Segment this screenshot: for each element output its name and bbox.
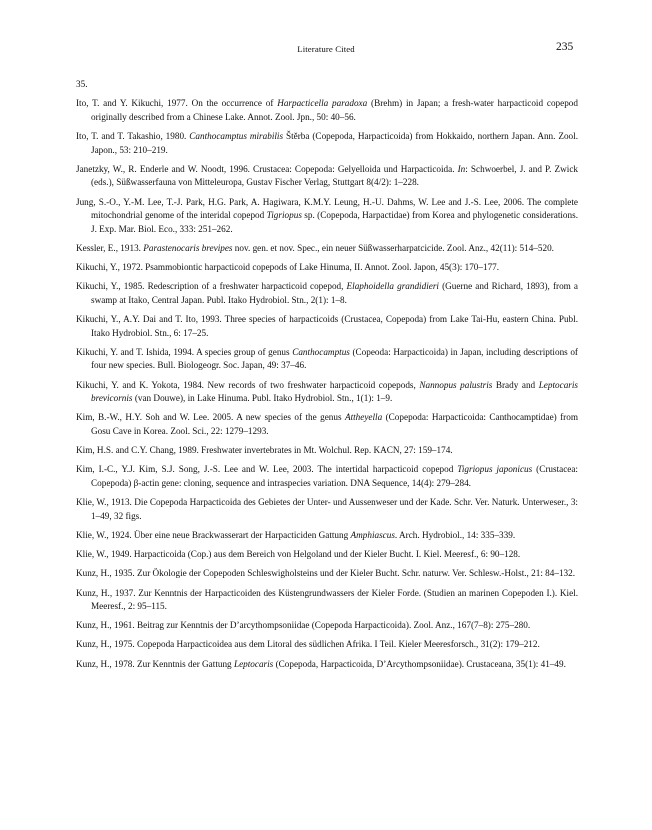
reference-entry: [76, 346, 578, 373]
running-title: Literature Cited: [297, 44, 355, 54]
reference-entry: [76, 567, 578, 581]
taxon-name: Amphiascus: [350, 529, 395, 540]
reference-text: Štěrba (Copepoda, Harpacticoida) from Hokkaido, northern Japan. Ann. Zool. Japon., 53: 210–219.: [91, 130, 579, 155]
reference-entry: [76, 496, 578, 523]
reference-text: (Brehm) in Japan; a fresh-water harpacticoid copepod originally described from a Chinese Lake. Annot. Zool. Jpn., 50: 40–56.: [91, 98, 578, 122]
reference-entry: [76, 587, 578, 614]
reference-text: (Copeoda: Harpacticoida) in Japan, including descriptions of four new species. Bull. Biologeogr. Soc. Japan, 49: 37–46.: [91, 346, 578, 371]
reference-text: : Schwoerbel, J. and P. Zwick (eds.), Süßwasserfauna von Mitteleuropa, Gustav Fischer Verlag, Stuttgart 8(4/2): 1–228.: [91, 163, 578, 188]
reference-entry: [76, 638, 578, 652]
reference-entry: [76, 619, 578, 633]
reference-text: Kunz, H., 1975. Copepoda Harpacticoidea aus dem Litoral des südlichen Afrika. I Teil. Kieler Meeresforsch., 31(2): 179–212.: [76, 639, 540, 650]
reference-text: Kunz, H., 1978. Zur Kenntnis der Gattung: [76, 658, 234, 669]
reference-text: Kikuchi, Y., A.Y. Dai and T. Ito, 1993. Three species of harpacticoids (Crustacea, Copepoda) from Lake Tai-Hu, eastern China. Publ. Itako Hydrobiol. Stn., 6: 17–25.: [76, 314, 578, 338]
reference-text: (Guerne and Richard, 1893), from a swamp at Itako, Central Japan. Publ. Itako Hydrobiol. Stn., 2(1): 1–8.: [91, 281, 578, 305]
reference-text: Kunz, H., 1937. Zur Kenntnis der Harpacticoiden des Küstengrundwassers der Kieler Forde. (Studien an marinen Copepoden I.). Kiel. Meeresf., 2: 95–115.: [76, 587, 578, 612]
reference-text: Jung, S.-O., Y.-M. Lee, T.-J. Park, H.G. Park, A. Hagiwara, K.M.Y. Leung, H.-U. Dahms, W. Lee and J.-S. Lee, 2006. The complete mitochondrial genome of the interidal copepod: [76, 196, 578, 221]
taxon-name: Tigriopus japonicus: [457, 464, 533, 475]
reference-entry: [76, 163, 578, 190]
reference-text: Klie, W., 1913. Die Copepoda Harpacticoida des Gebietes der Unter- und Aussenweser und der Kade. Schr. Ver. Naturk. Unterweser., 3: 1–49, 32 figs.: [76, 497, 578, 521]
taxon-name: Tigriopus: [266, 210, 302, 221]
reference-text: . Arch. Hydrobiol., 14: 335–339.: [394, 529, 516, 540]
reference-text: Kikuchi, Y. and K. Yokota, 1984. New records of two freshwater harpacticoid copepods,: [76, 379, 420, 390]
reference-text: Ito, T. and Y. Kikuchi, 1977. On the occurrence of: [76, 98, 278, 109]
reference-entry: [76, 280, 578, 307]
reference-entry: [76, 444, 578, 458]
reference-continuation: [76, 78, 578, 92]
reference-entry: [76, 658, 578, 672]
reference-entry: [76, 261, 578, 275]
reference-text: (Copepoda: Harpacticoida: Canthocamptidae) from Gosu Cave in Korea. Zool. Sci., 22: 1279–1293.: [91, 412, 578, 436]
reference-list: [76, 78, 578, 677]
reference-text: Ito, T. and T. Takashio, 1980.: [76, 130, 190, 141]
taxon-name: Attheyella: [344, 412, 383, 423]
taxon-name: Harpacticella paradoxa: [277, 98, 368, 109]
reference-entry: [76, 313, 578, 340]
reference-text: Kikuchi, Y., 1985. Redescription of a freshwater harpacticoid copepod,: [76, 281, 347, 292]
reference-text: (Crustacea: Copepoda) β-actin gene: cloning, sequence and intraspecies variation. DNA Sequence, 14(4): 279–284.: [91, 464, 578, 488]
reference-text: Klie, W., 1924. Über eine neue Brackwasserart der Harpacticiden Gattung: [76, 529, 351, 540]
reference-entry: [76, 411, 578, 438]
reference-text: (Copepoda, Harpacticoida, D’Arcythompsoniidae). Crustaceana, 35(1): 41–49.: [273, 658, 566, 669]
taxon-name: Nannopus palustris: [419, 379, 493, 390]
reference-text: Kim, I.-C., Y.J. Kim, S.J. Song, J.-S. Lee and W. Lee, 2003. The intertidal harpacticoid copepod: [76, 464, 458, 475]
reference-text: Brady and: [492, 379, 539, 390]
taxon-name: Elaphoidella grandidieri: [346, 281, 439, 292]
reference-text: (van Douwe), in Lake Hinuma. Publ. Itako Hydrobiol. Stn., 1(1): 1–9.: [132, 393, 393, 404]
reference-text: sp. (Copepoda, Harpactidae) from Korea and phylogenetic considerations. J. Exp. Mar. Biol. Eco., 333: 251–262.: [91, 210, 578, 234]
reference-text: Klie, W., 1949. Harpacticoida (Cop.) aus dem Bereich von Helgoland und der Kieler Bucht. I. Kiel. Meeresf., 6: 90–128.: [76, 549, 521, 560]
taxon-name: Canthocamptus mirabilis: [189, 130, 284, 141]
reference-text: Kessler, E., 1913.: [76, 242, 144, 253]
reference-entry: [76, 196, 578, 237]
reference-text: nov. gen. et nov. Spec., ein neuer Süßwasserharpatcicide. Zool. Anz., 42(11): 514–520.: [232, 242, 554, 253]
reference-text: 35.: [76, 79, 88, 89]
reference-entry: [76, 130, 578, 157]
reference-text: Janetzky, W., R. Enderle and W. Noodt, 1996. Crustacea: Copepoda: Gelyelloida und Harpacticoida.: [76, 163, 458, 174]
reference-entry: [76, 379, 578, 406]
page-number: 235: [556, 41, 574, 53]
taxon-name: Leptocaris brevicornis: [91, 379, 578, 404]
reference-text: Kim, H.S. and C.Y. Chang, 1989. Freshwater invertebrates in Mt. Wolchul. Rep. KACN, 27: 159–174.: [76, 445, 453, 456]
taxon-name: Leptocaris: [233, 658, 274, 669]
reference-entry: [76, 548, 578, 562]
reference-text: Kim, B.-W., H.Y. Soh and W. Lee. 2005. A new species of the genus: [76, 412, 345, 423]
reference-text: Kikuchi, Y., 1972. Psammobiontic harpacticoid copepods of Lake Hinuma, II. Annot. Zool. Japon, 45(3): 170–177.: [76, 262, 500, 273]
taxon-name: Parastenocaris brevipes: [143, 242, 233, 253]
reference-text: Kunz, H., 1961. Beitrag zur Kenntnis der D’arcythompsoniidae (Copepoda Harpacticoida). Zool. Anz., 167(7–8): 275–280.: [76, 620, 531, 631]
reference-entry: [76, 529, 578, 543]
reference-entry: [76, 97, 578, 124]
reference-text: Kikuchi, Y. and T. Ishida, 1994. A species group of genus: [76, 346, 293, 357]
reference-text: Kunz, H., 1935. Zur Ökologie der Copepoden Schleswigholsteins und der Kieler Bucht. Schr. naturw. Ver. Schlesw.-Holst., 21: 84–132.: [76, 568, 576, 579]
reference-entry: [76, 463, 578, 490]
reference-entry: [76, 242, 578, 256]
taxon-name: Canthocamptus: [292, 346, 350, 357]
taxon-name: In: [457, 163, 466, 174]
